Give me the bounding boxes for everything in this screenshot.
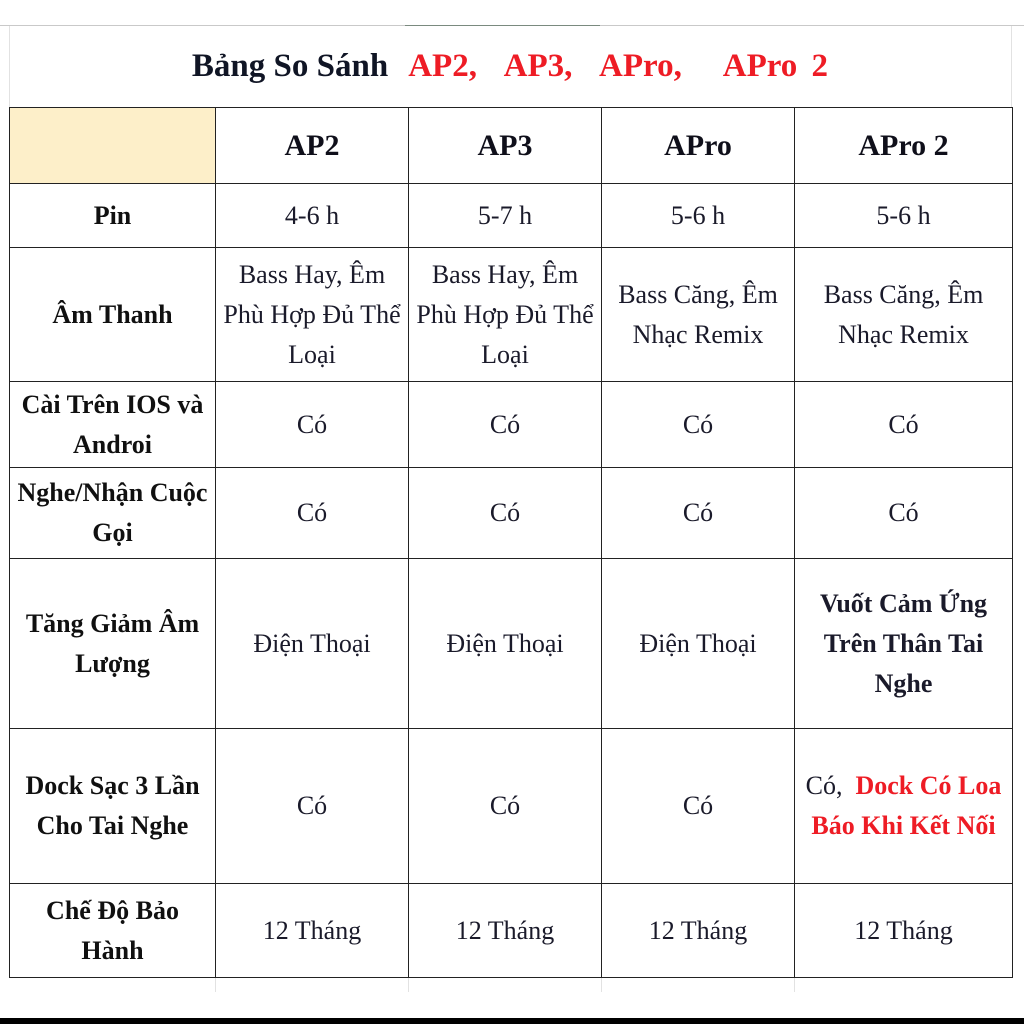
column-header-ap3: AP3 [409,108,602,184]
table-cell: Có [602,468,795,559]
table-cell: 5-7 h [409,184,602,248]
table-cell: Bass Căng, Êm Nhạc Remix [602,248,795,382]
sheet-gridline [408,978,409,992]
cell-highlight-text: Dock Có Loa Báo Khi Kết Nối [811,771,1002,840]
table-cell: 4-6 h [216,184,409,248]
column-header-apro: APro [602,108,795,184]
corner-cell [10,108,216,184]
table-cell: Điện Thoại [216,559,409,729]
sheet-gridline [794,978,795,992]
table-cell: Điện Thoại [602,559,795,729]
table-cell: Bass Căng, Êm Nhạc Remix [795,248,1013,382]
table-row-os-support [10,382,1013,468]
table-cell: Có [216,468,409,559]
table-cell: Có [216,729,409,884]
row-label: Pin [10,184,216,248]
header-row [10,108,1013,184]
table-cell: Có [216,382,409,468]
table-cell-mixed [795,729,1013,884]
table-cell: Có [602,729,795,884]
cell-text: Có, [805,771,843,800]
column-header-apro2: APro 2 [795,108,1013,184]
column-header-ap2: AP2 [216,108,409,184]
table-cell: Có [795,382,1013,468]
table-cell: 12 Tháng [602,884,795,978]
row-label: Chế Độ Bảo Hành [10,884,216,978]
row-label: Âm Thanh [10,248,216,382]
table-cell: 12 Tháng [795,884,1013,978]
row-label: Nghe/Nhận Cuộc Gọi [10,468,216,559]
table-row-sound [10,248,1013,382]
bottom-border-bar [0,1018,1024,1024]
page-title [9,26,1011,107]
sheet-gridline [215,978,216,992]
title-prefix: Bảng So Sánh [191,48,389,84]
table-row-volume [10,559,1013,729]
table-cell: Có [602,382,795,468]
table-cell: 5-6 h [795,184,1013,248]
table-cell: Bass Hay, Êm Phù Hợp Đủ Thể Loại [409,248,602,382]
table-cell: Có [409,729,602,884]
table-cell: 12 Tháng [216,884,409,978]
table-cell: Bass Hay, Êm Phù Hợp Đủ Thể Loại [216,248,409,382]
table-cell-highlight: Vuốt Cảm Ứng Trên Thân Tai Nghe [795,559,1013,729]
row-label: Cài Trên IOS và Androi [10,382,216,468]
table-cell: Có [795,468,1013,559]
sheet-gridline [601,978,602,992]
comparison-table [9,107,1013,978]
table-row-battery [10,184,1013,248]
table-cell: Có [409,468,602,559]
table-row-charging-dock [10,729,1013,884]
table-cell: 5-6 h [602,184,795,248]
table-cell: Điện Thoại [409,559,602,729]
sheet-gridline [1011,26,1012,107]
table-row-warranty [10,884,1013,978]
table-cell: 12 Tháng [409,884,602,978]
table-cell: Có [409,382,602,468]
row-label: Dock Sạc 3 Lần Cho Tai Nghe [10,729,216,884]
row-label: Tăng Giảm Âm Lượng [10,559,216,729]
table-row-calls [10,468,1013,559]
title-models: AP2, AP3, APro, APro 2 [408,48,829,84]
